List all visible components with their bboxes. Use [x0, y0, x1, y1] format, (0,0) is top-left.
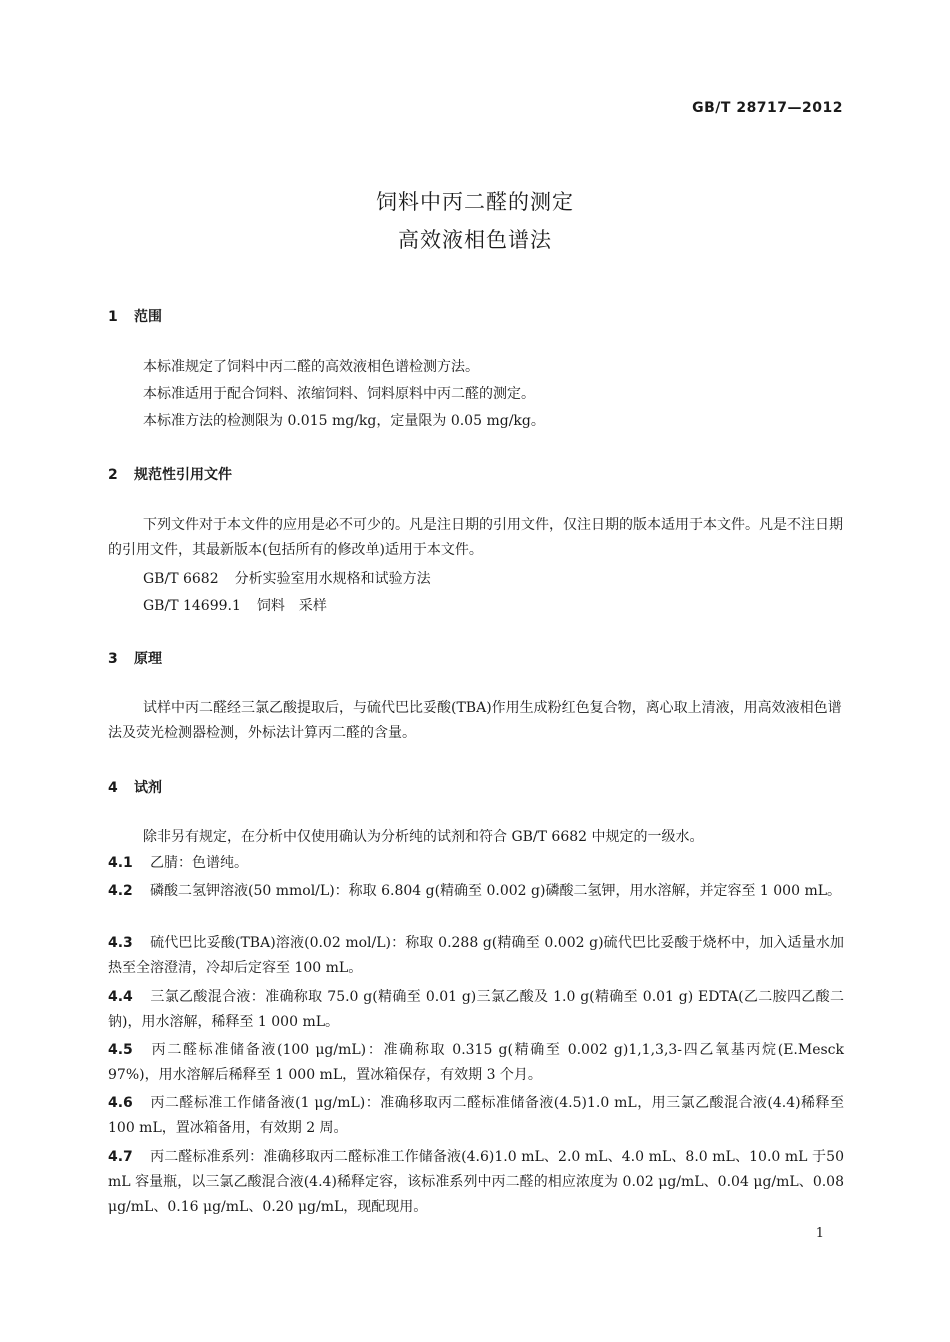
scope-paragraph-1: 本标准规定了饲料中丙二醛的高效液相色谱检测方法。 [143, 359, 479, 375]
section-heading-references [108, 464, 232, 484]
section-number: 4 [108, 780, 118, 796]
reagent-item [108, 1038, 844, 1088]
section-heading-scope [108, 306, 162, 326]
reagents-intro: 除非另有规定，在分析中仅使用确认为分析纯的试剂和符合 GB/T 6682 中规定的一级水。 [143, 829, 704, 845]
reagent-item [108, 931, 844, 981]
reagent-number: 4.2 [108, 883, 133, 899]
reference-code: GB/T 14699.1 [143, 598, 241, 614]
reagent-item [108, 879, 844, 904]
reagent-text: 三氯乙酸混合液：准确称取 75.0 g(精确至 0.01 g)三氯乙酸及 1.0 g(精确至 0.01 g) EDTA(乙二胺四乙酸二钠)，用水溶解，稀释至 1 000 mL。 [108, 989, 844, 1030]
document-subtitle: 高效液相色谱法 [398, 228, 552, 252]
section-number: 2 [108, 467, 118, 483]
section-number: 3 [108, 651, 118, 667]
reagent-text: 乙腈：色谱纯。 [150, 855, 248, 871]
reagent-text: 丙二醛标准储备液(100 μg/mL)：准确称取 0.315 g(精确至 0.002 g)1,1,3,3-四乙氧基丙烷(E.Mesck 97%)，用水溶解后稀释至 1 000 mL，置冰箱保存，有效期 3 个月。 [108, 1042, 844, 1083]
reagent-text: 硫代巴比妥酸(TBA)溶液(0.02 mol/L)：称取 0.288 g(精确至 0.002 g)硫代巴比妥酸于烧杯中，加入适量水加热至全溶澄清，冷却后定容至 100 mL。 [108, 935, 844, 976]
section-number: 1 [108, 309, 118, 325]
reagent-item [108, 1091, 844, 1141]
reagent-item [108, 1145, 844, 1220]
section-title: 范围 [134, 309, 162, 325]
reagent-number: 4.1 [108, 855, 133, 871]
reagent-item [108, 985, 844, 1035]
reference-title: 分析实验室用水规格和试验方法 [234, 571, 431, 587]
standard-number: GB/T 28717—2012 [692, 100, 843, 116]
reference-item [143, 595, 327, 615]
section-title: 试剂 [134, 780, 162, 796]
section-title: 规范性引用文件 [134, 467, 232, 483]
reference-code: GB/T 6682 [143, 571, 219, 587]
document-title: 饲料中丙二醛的测定 [376, 190, 574, 214]
page-number: 1 [815, 1226, 824, 1241]
reagent-text: 丙二醛标准系列：准确移取丙二醛标准工作储备液(4.6)1.0 mL、2.0 mL、4.0 mL、8.0 mL、10.0 mL 于50 mL 容量瓶，以三氯乙酸混合液(4.4)稀释定容，该标准系列中丙二醛的相应浓度为 0.02 μg/mL、0.04 μg/mL、0.08 μg/mL、0.16 μg/mL、0.20 μg/mL，现配现用。 [108, 1149, 844, 1215]
reagent-text: 磷酸二氢钾溶液(50 mmol/L)：称取 6.804 g(精确至 0.002 g)磷酸二氢钾，用水溶解，并定容至 1 000 mL。 [150, 883, 842, 899]
reagent-number: 4.4 [108, 989, 133, 1005]
reagent-number: 4.7 [108, 1149, 133, 1165]
section-heading-principle [108, 648, 162, 668]
reagent-number: 4.5 [108, 1042, 133, 1058]
reagent-number: 4.6 [108, 1095, 133, 1111]
section-title: 原理 [134, 651, 162, 667]
reference-title: 饲料 采样 [256, 598, 327, 614]
reagent-item [108, 851, 844, 876]
reference-item [143, 568, 431, 588]
section-heading-reagents [108, 777, 162, 797]
references-intro: 下列文件对于本文件的应用是必不可少的。凡是注日期的引用文件，仅注日期的版本适用于本文件。凡是不注日期的引用文件，其最新版本(包括所有的修改单)适用于本文件。 [108, 517, 843, 558]
principle-paragraph: 试样中丙二醛经三氯乙酸提取后，与硫代巴比妥酸(TBA)作用生成粉红色复合物，离心取上清液，用高效液相色谱法及荧光检测器检测，外标法计算丙二醛的含量。 [108, 700, 842, 741]
reagent-number: 4.3 [108, 935, 133, 951]
scope-paragraph-3: 本标准方法的检测限为 0.015 mg/kg，定量限为 0.05 mg/kg。 [143, 413, 545, 429]
reagent-text: 丙二醛标准工作储备液(1 μg/mL)：准确移取丙二醛标准储备液(4.5)1.0 mL，用三氯乙酸混合液(4.4)稀释至 100 mL，置冰箱备用，有效期 2 周。 [108, 1095, 844, 1136]
scope-paragraph-2: 本标准适用于配合饲料、浓缩饲料、饲料原料中丙二醛的测定。 [143, 386, 535, 402]
